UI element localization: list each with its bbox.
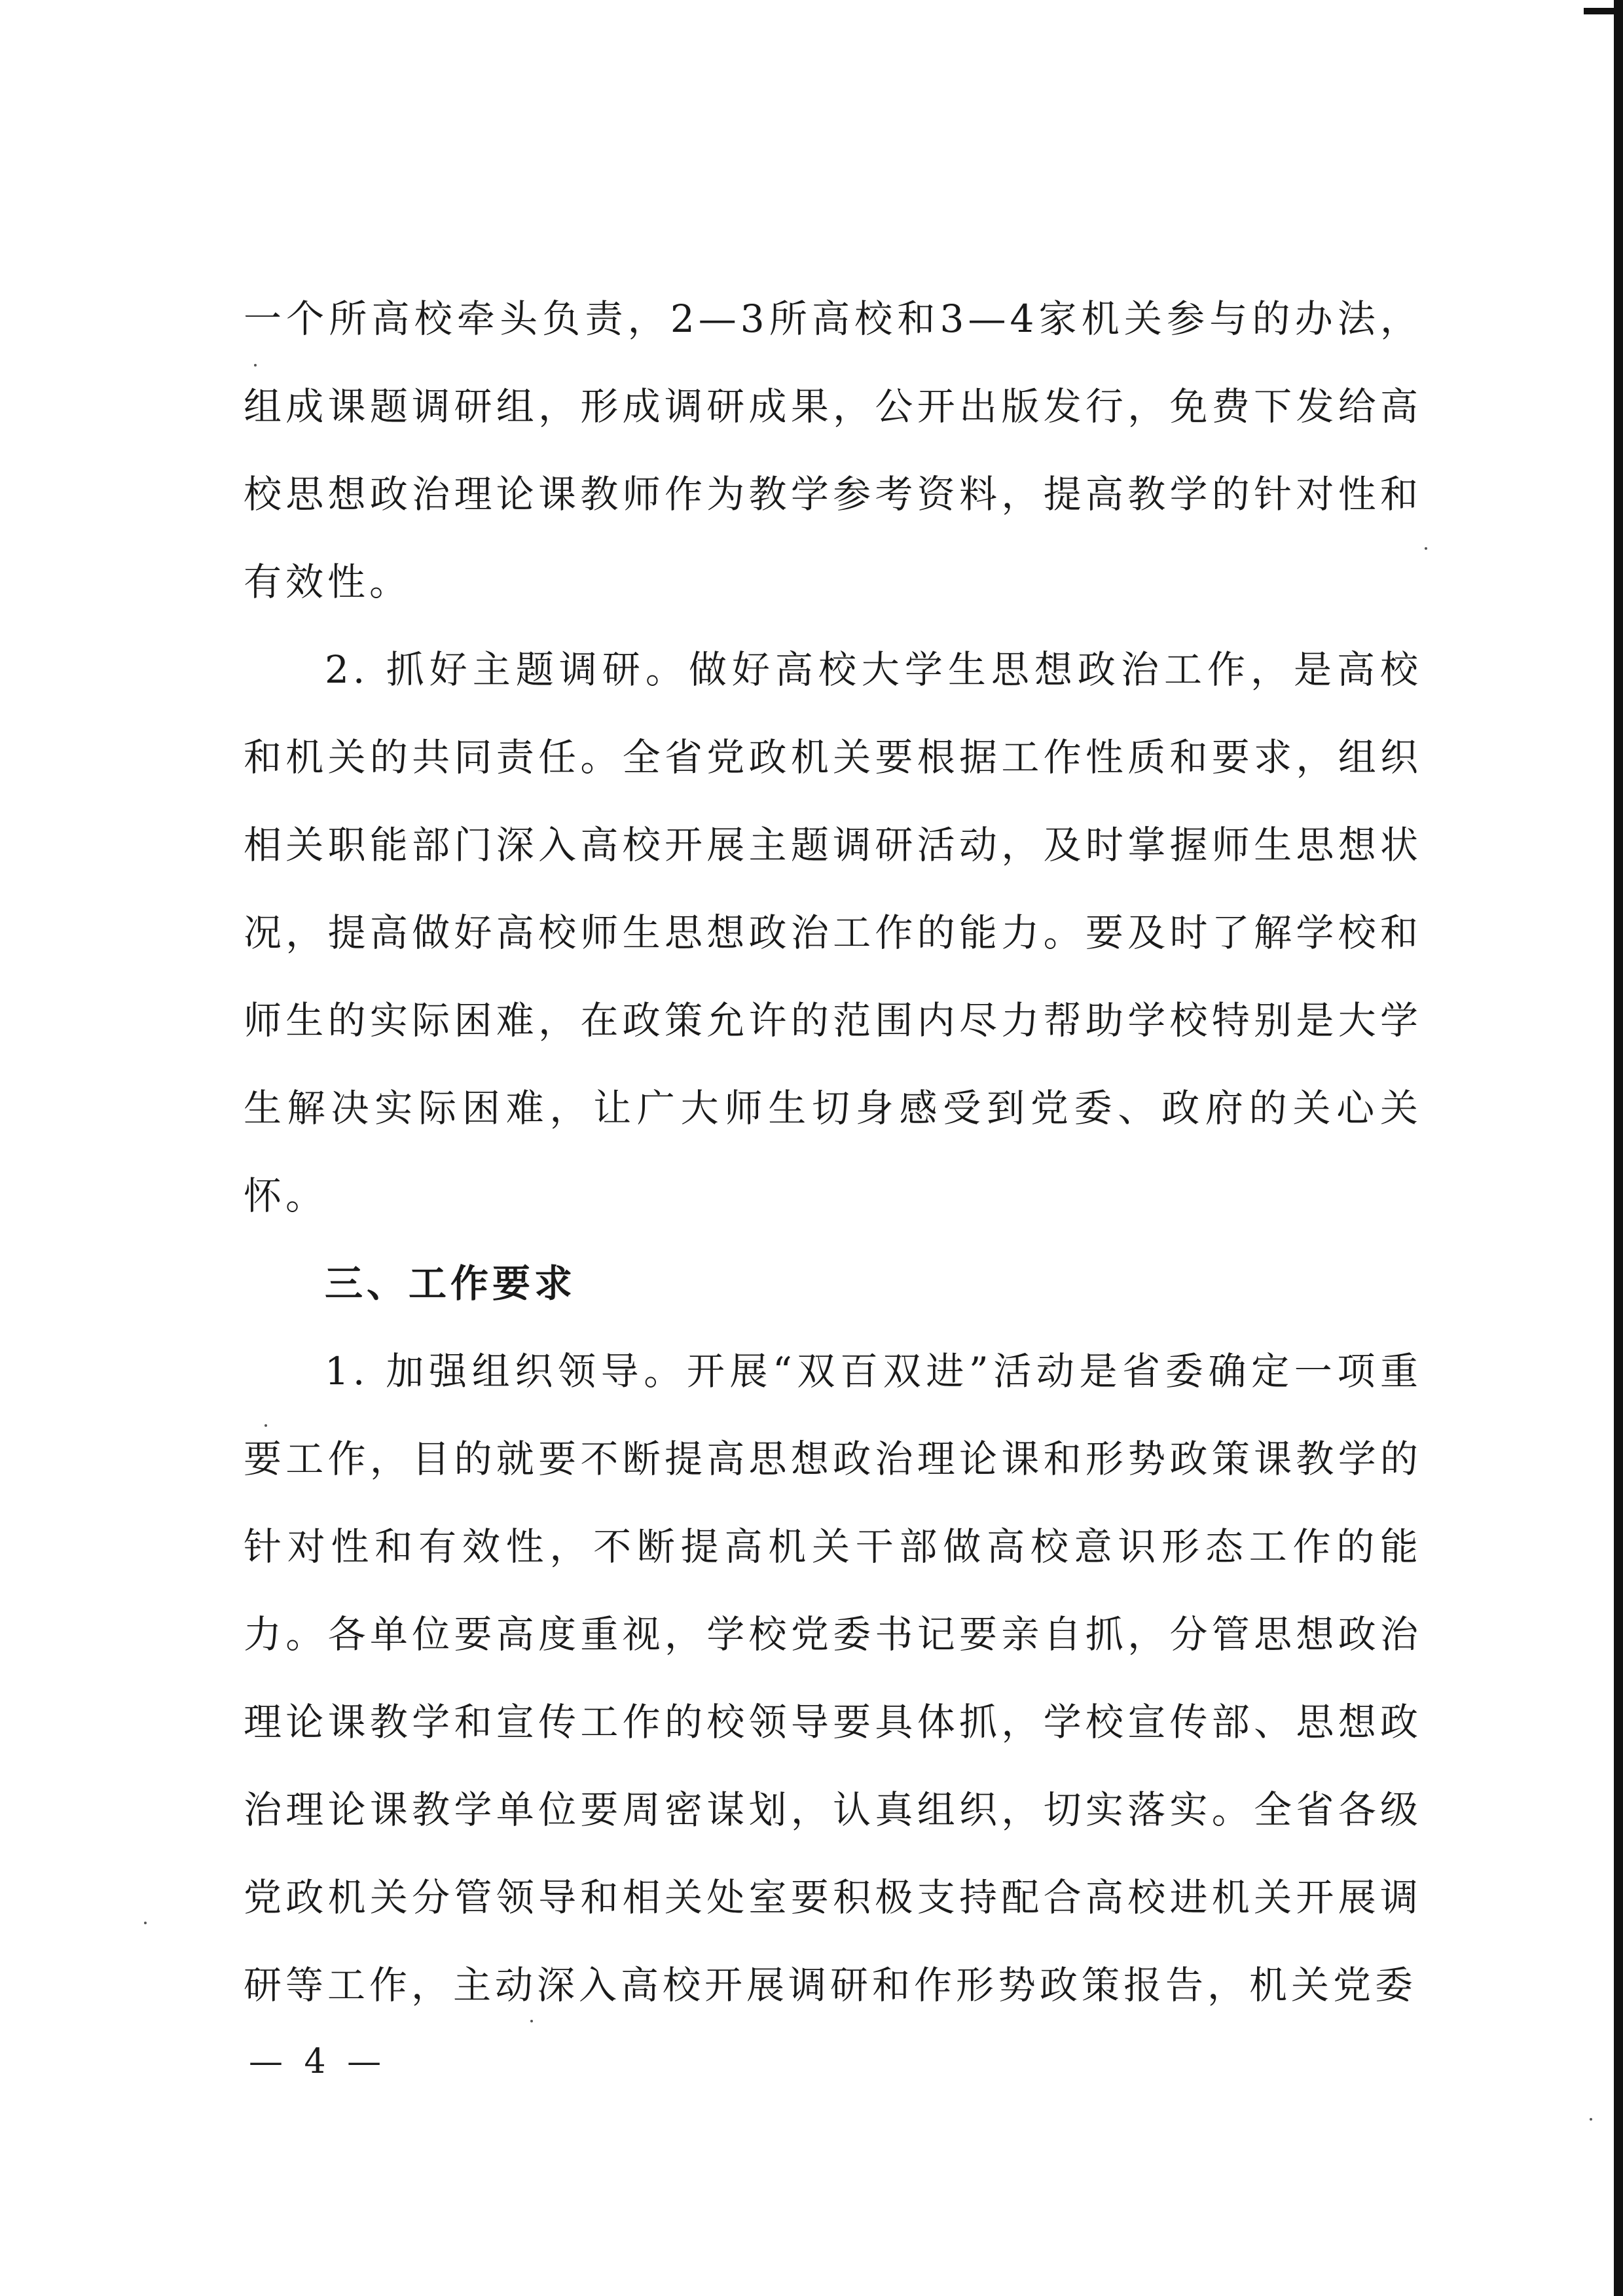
section-heading-work-requirements: 三、工作要求 [325,1261,577,1306]
paragraph-continuation: 一个所高校牵头负责，2—3所高校和3—4家机关参与的办法，组成课题调研组，形成调研成果，公开出版发行，免费下发给高校思想政治理论课教师作为教学参考资料，提高教学的针对性和有效性。 [244,296,1422,604]
paragraph-topic-research: 2. 抓好主题调研。做好高校大学生思想政治工作，是高校和机关的共同责任。全省党政机关要根据工作性质和要求，组织相关职能部门深入高校开展主题调研活动，及时掌握师生思想状况，提高做好高校师生思想政治工作的能力。要及时了解学校和师生的实际困难，在政策允许的范围内尽力帮助学校特别是大学生解决实际困难，让广大师生切身感受到党委、政府的关心关怀。 [244,647,1422,1218]
scan-speck [144,1922,147,1924]
scan-speck [1590,2118,1592,2121]
scan-edge [1614,0,1623,2296]
paragraph-organization-leadership: 1. 加强组织领导。开展“双百双进”活动是省委确定一项重要工作，目的就要不断提高思想政治理论课和形势政策课教学的针对性和有效性，不断提高机关干部做高校意识形态工作的能力。各单位要高度重视，学校党委书记要亲自抓，分管思想政治理论课教学和宣传工作的校领导要具体抓，学校宣传部、思想政治理论课教学单位要周密谋划，认真组织，切实落实。全省各级党政机关分管领导和相关处室要积极支持配合高校进机关开展调研等工作，主动深入高校开展调研和作形势政策报告，机关党委 [244,1349,1422,2007]
scan-speck [1425,547,1427,550]
scan-speck [264,1424,267,1427]
scan-corner [1584,8,1623,14]
page-number: — 4 — [249,2042,387,2081]
scan-speck [530,2020,533,2022]
document-body [244,275,1422,2029]
scan-speck [254,364,257,367]
